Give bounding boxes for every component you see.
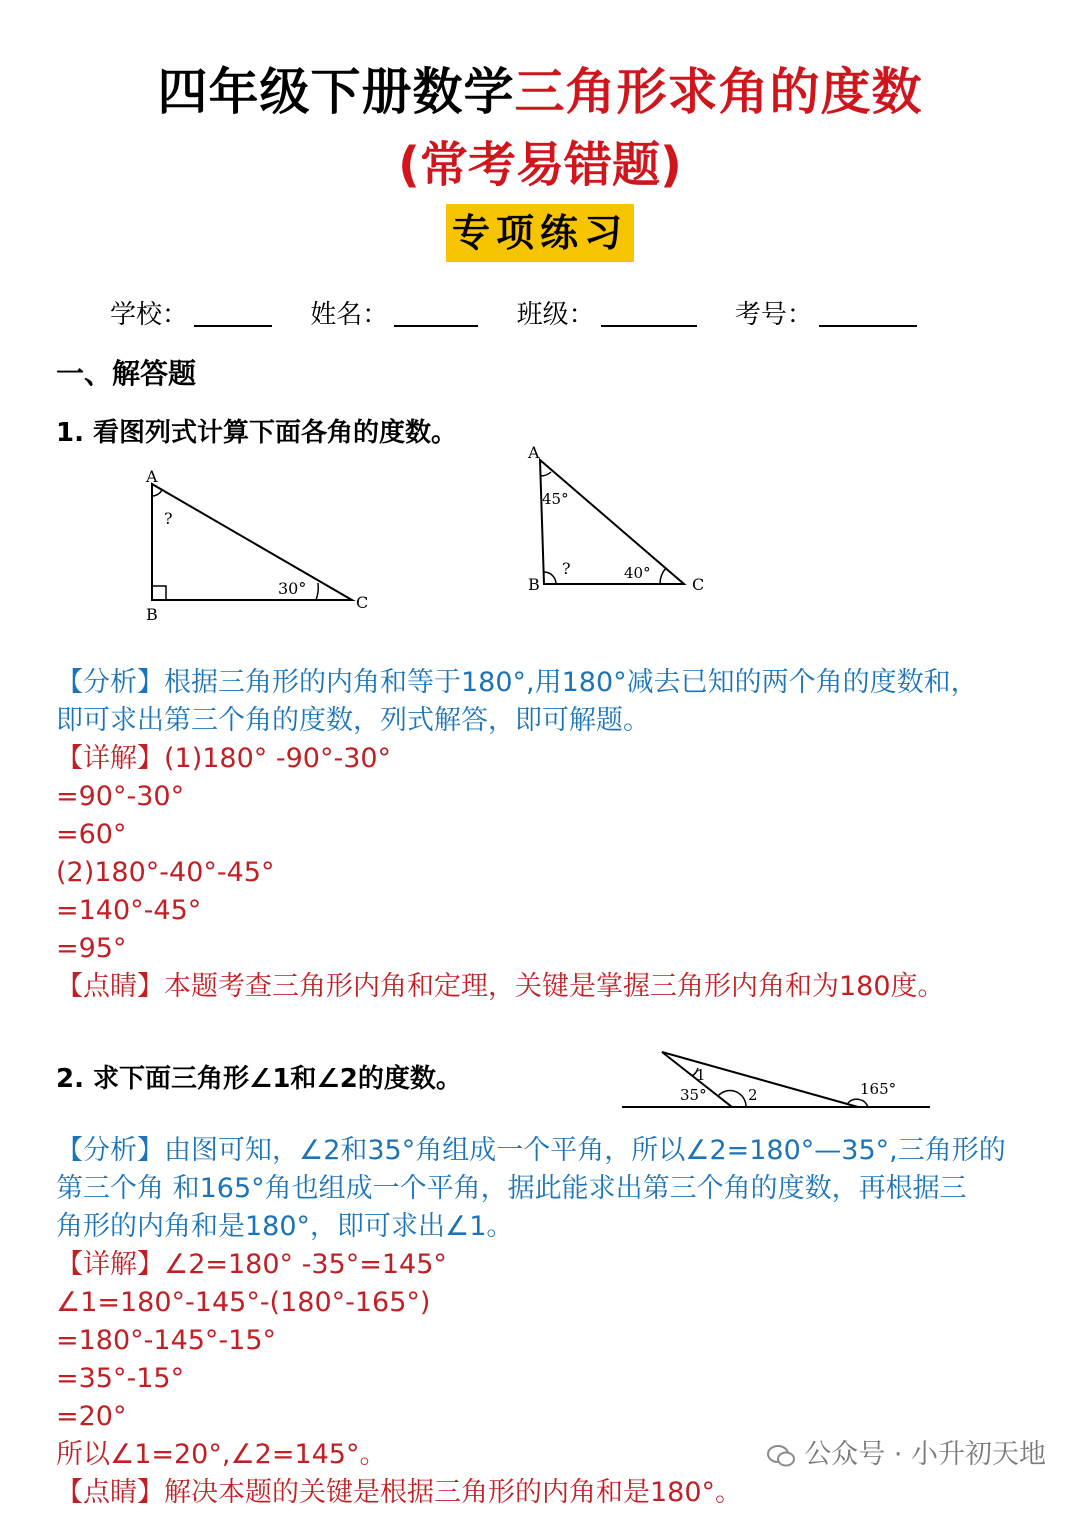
exam-no-blank[interactable]: [819, 325, 917, 327]
vertex-b-label: B: [528, 575, 540, 594]
angle-a-label: 45°: [542, 490, 569, 508]
q2-detail-line6: 所以∠1=20°,∠2=145°。: [56, 1439, 387, 1470]
q1-figure-right-triangle: [130, 462, 390, 632]
q1-detail-line5: =140°-45°: [56, 895, 202, 926]
section-heading: 一、解答题: [56, 357, 197, 390]
name-field[interactable]: 姓名：: [310, 294, 478, 331]
q2-detail-line5: =20°: [56, 1401, 127, 1432]
page-subtitle: (常考易错题): [398, 137, 682, 193]
q1-detail-line1: 【详解】(1)180° -90°-30°: [56, 743, 392, 774]
angle-c-label: 40°: [624, 564, 651, 582]
q2-detail-line3: =180°-145°-15°: [56, 1325, 277, 1356]
vertex-a-label: A: [528, 443, 540, 462]
title-red: 三角形求角的度数: [514, 63, 923, 121]
q1-detail-line4: (2)180°-40°-45°: [56, 857, 275, 888]
q1-detail-line6: =95°: [56, 933, 127, 964]
vertex-c-label: C: [356, 593, 369, 612]
name-blank[interactable]: [394, 325, 478, 327]
exam-no-field[interactable]: 考号：: [735, 294, 917, 331]
wechat-icon: [766, 1444, 796, 1468]
student-info-line: [110, 294, 947, 331]
q1-analysis-line2: 即可求出第三个角的度数，列式解答，即可解题。: [56, 705, 650, 736]
class-field[interactable]: 班级：: [517, 294, 697, 331]
practice-badge: 专项练习: [446, 204, 634, 262]
vertex-c-label: C: [692, 575, 705, 594]
q1-detail-line3: =60°: [56, 819, 127, 850]
class-blank[interactable]: [601, 325, 697, 327]
q2-analysis-line1: 【分析】由图可知，∠2和35°角组成一个平角，所以∠2=180°—35°,三角形的: [56, 1135, 1006, 1166]
q1-prompt: 1. 看图列式计算下面各角的度数。: [56, 418, 458, 448]
q2-figure: [620, 1044, 940, 1114]
wechat-watermark: 公众号 · 小升初天地: [766, 1432, 1046, 1471]
q1-analysis-line1: 【分析】根据三角形的内角和等于180°,用180°减去已知的两个角的度数和，: [56, 667, 978, 698]
angle-b-label: ?: [562, 559, 571, 578]
vertex-b-label: B: [146, 605, 158, 624]
q2-point: 【点睛】解决本题的关键是根据三角形的内角和是180°。: [56, 1477, 743, 1508]
q1-detail-line2: =90°-30°: [56, 781, 185, 812]
angle-35-label: 35°: [680, 1086, 707, 1104]
q2-analysis-line2: 第三个角 和165°角也组成一个平角，据此能求出第三个角的度数，再根据三: [56, 1173, 967, 1204]
angle-2-label: 2: [748, 1086, 758, 1104]
angle-1-label: 1: [696, 1066, 706, 1084]
angle-c-label: 30°: [278, 579, 307, 598]
q1-figure-triangle-2: [520, 440, 720, 600]
q2-analysis-line3: 角形的内角和是180°，即可求出∠1。: [56, 1211, 514, 1242]
q2-detail-line1: 【详解】∠2=180° -35°=145°: [56, 1249, 447, 1280]
q1-point: 【点睛】本题考查三角形内角和定理，关键是掌握三角形内角和为180度。: [56, 971, 945, 1002]
angle-165-label: 165°: [860, 1080, 897, 1098]
q2-prompt: 2. 求下面三角形∠1和∠2的度数。: [56, 1064, 462, 1094]
title-black: 四年级下册数学: [157, 63, 515, 121]
page-title: [0, 52, 1080, 124]
q2-detail-line4: =35°-15°: [56, 1363, 185, 1394]
q2-detail-line2: ∠1=180°-145°-(180°-165°): [56, 1287, 431, 1318]
school-field[interactable]: 学校：: [110, 294, 272, 331]
angle-a-label: ?: [164, 509, 173, 528]
vertex-a-label: A: [146, 467, 158, 486]
school-blank[interactable]: [194, 325, 272, 327]
